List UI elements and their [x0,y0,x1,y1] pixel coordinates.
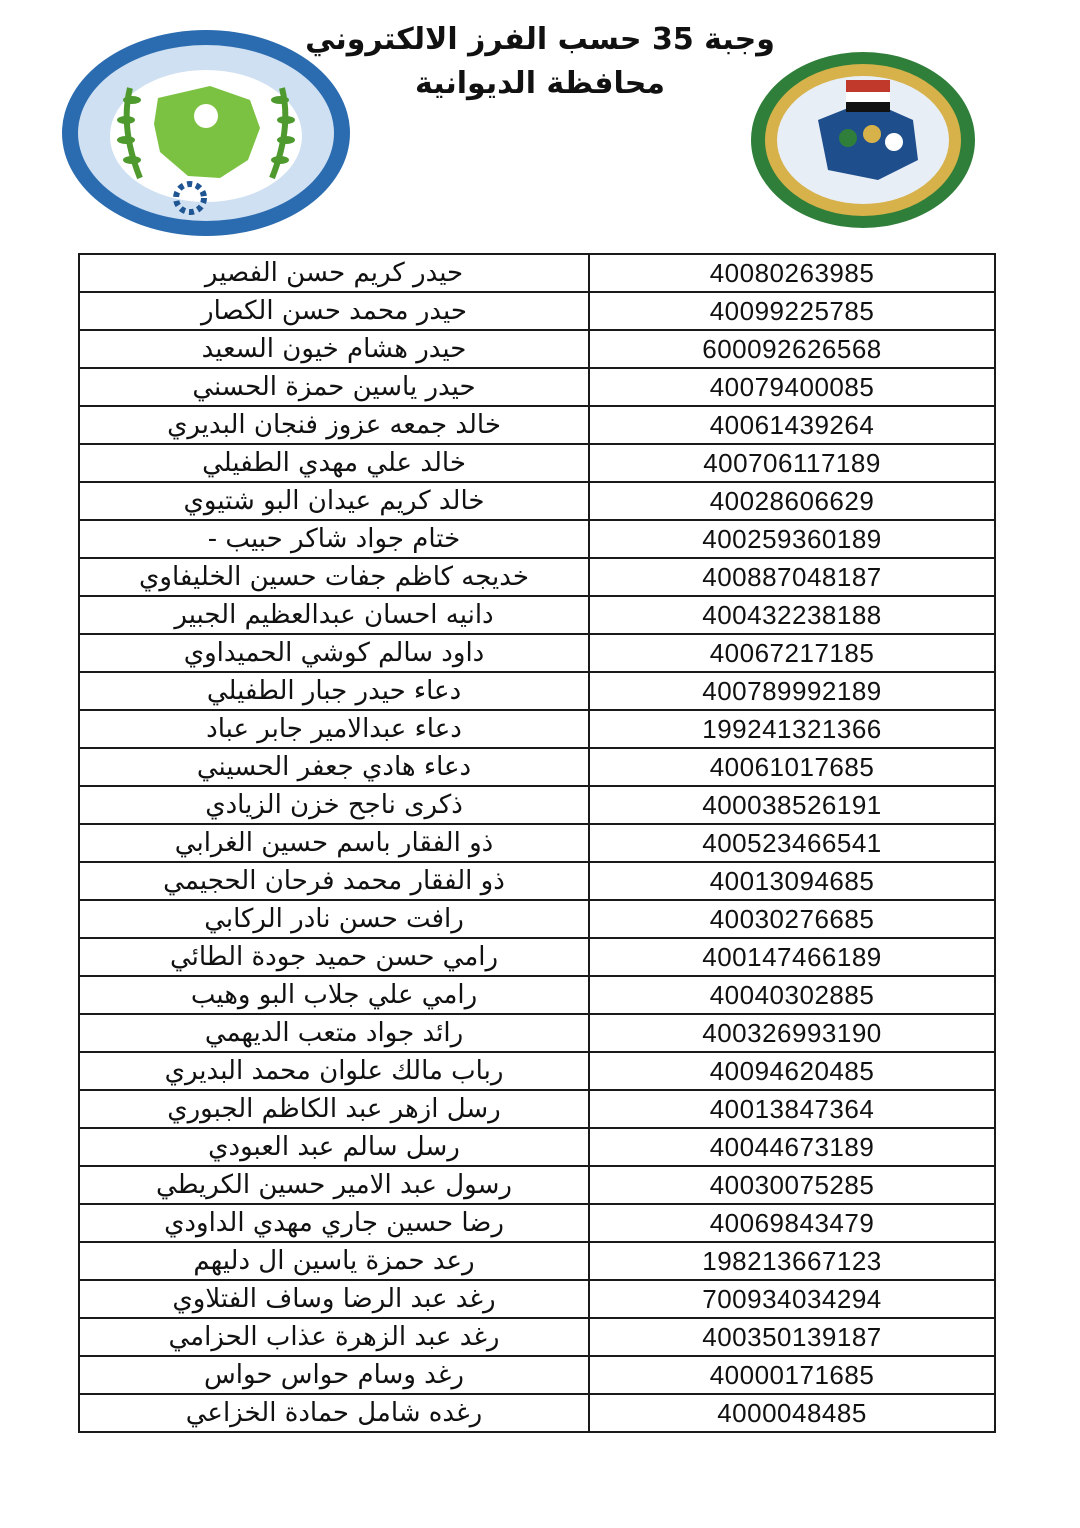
person-name-cell: ذو الفقار محمد فرحان الحجيمي [79,862,589,900]
id-number-cell: 400147466189 [589,938,995,976]
table-row [79,786,995,824]
id-number-cell: 40061017685 [589,748,995,786]
table-row [79,254,995,292]
table-row [79,672,995,710]
labor-vocational-training-logo-icon [60,28,352,238]
table-row [79,368,995,406]
table-row [79,330,995,368]
table-row [79,1052,995,1090]
id-number-cell: 40061439264 [589,406,995,444]
person-name-cell: دعاء هادي جعفر الحسيني [79,748,589,786]
table-row [79,976,995,1014]
id-number-cell: 400706117189 [589,444,995,482]
id-number-cell: 40067217185 [589,634,995,672]
id-number-cell: 400887048187 [589,558,995,596]
table-row [79,1090,995,1128]
table-row [79,862,995,900]
table-row [79,444,995,482]
person-name-cell: حيدر هشام خيون السعيد [79,330,589,368]
table-row [79,1242,995,1280]
table-row [79,710,995,748]
person-name-cell: ختام جواد شاكر حبيب - [79,520,589,558]
table-row [79,1356,995,1394]
person-name-cell: رسول عبد الامير حسين الكريطي [79,1166,589,1204]
person-name-cell: رائد جواد متعب الديهمي [79,1014,589,1052]
person-name-cell: حيدر ياسين حمزة الحسني [79,368,589,406]
id-number-cell: 40013094685 [589,862,995,900]
table-row [79,596,995,634]
person-name-cell: دانيه احسان عبدالعظيم الجبير [79,596,589,634]
table-row [79,938,995,976]
table-row [79,1014,995,1052]
person-name-cell: ذكرى ناجح خزن الزيادي [79,786,589,824]
person-name-cell: رعد حمزة ياسين ال دليهم [79,1242,589,1280]
person-name-cell: رسل سالم عبد العبودي [79,1128,589,1166]
id-number-cell: 400350139187 [589,1318,995,1356]
table-row [79,1166,995,1204]
page-title: وجبة 35 حسب الفرز الالكتروني [305,22,775,57]
person-name-cell: رغد عبد الزهرة عذاب الحزامي [79,1318,589,1356]
person-name-cell: رامي علي جلاب البو وهيب [79,976,589,1014]
person-name-cell: رباب مالك علوان محمد البديري [79,1052,589,1090]
table-row [79,520,995,558]
table-row [79,1394,995,1432]
person-name-cell: رامي حسن حميد جودة الطائي [79,938,589,976]
person-name-cell: خالد جمعه عزوز فنجان البديري [79,406,589,444]
names-table-body [79,254,995,1432]
id-number-cell: 40000171685 [589,1356,995,1394]
id-number-cell: 40079400085 [589,368,995,406]
table-row [79,482,995,520]
table-row [79,1204,995,1242]
id-number-cell: 40030276685 [589,900,995,938]
person-name-cell: رغد وسام حواس حواس [79,1356,589,1394]
id-number-cell: 40099225785 [589,292,995,330]
person-name-cell: حيدر كريم حسن الفصير [79,254,589,292]
person-name-cell: رسل ازهر عبد الكاظم الجبوري [79,1090,589,1128]
id-number-cell: 400789992189 [589,672,995,710]
person-name-cell: رغده شامل حمادة الخزاعي [79,1394,589,1432]
table-row [79,292,995,330]
person-name-cell: خالد كريم عيدان البو شتيوي [79,482,589,520]
id-number-cell: 400523466541 [589,824,995,862]
person-name-cell: دعاء حيدر جبار الطفيلي [79,672,589,710]
id-number-cell: 40030075285 [589,1166,995,1204]
id-number-cell: 700934034294 [589,1280,995,1318]
table-row [79,1128,995,1166]
person-name-cell: رغد عبد الرضا وساف الفتلاوي [79,1280,589,1318]
id-number-cell: 600092626568 [589,330,995,368]
id-number-cell: 199241321366 [589,710,995,748]
id-number-cell: 40094620485 [589,1052,995,1090]
id-number-cell: 4000048485 [589,1394,995,1432]
person-name-cell: رضا حسين جاري مهدي الداودي [79,1204,589,1242]
table-row [79,634,995,672]
person-name-cell: ذو الفقار باسم حسين الغرابي [79,824,589,862]
person-name-cell: داود سالم كوشي الحميداوي [79,634,589,672]
id-number-cell: 400259360189 [589,520,995,558]
person-name-cell: خالد علي مهدي الطفيلي [79,444,589,482]
page-subtitle: محافظة الديوانية [415,66,665,101]
id-number-cell: 198213667123 [589,1242,995,1280]
table-row [79,1280,995,1318]
person-name-cell: حيدر محمد حسن الكصار [79,292,589,330]
table-row [79,558,995,596]
id-number-cell: 40044673189 [589,1128,995,1166]
id-number-cell: 40080263985 [589,254,995,292]
id-number-cell: 40069843479 [589,1204,995,1242]
table-row [79,1318,995,1356]
table-row [79,824,995,862]
id-number-cell: 400326993190 [589,1014,995,1052]
names-table [78,253,996,1433]
person-name-cell: خديجه كاظم جفات حسين الخليفاوي [79,558,589,596]
id-number-cell: 400038526191 [589,786,995,824]
id-number-cell: 40028606629 [589,482,995,520]
page-header [0,0,1080,250]
ministry-labor-social-affairs-seal-icon [748,50,978,230]
id-number-cell: 40013847364 [589,1090,995,1128]
table-row [79,748,995,786]
table-row [79,406,995,444]
id-number-cell: 400432238188 [589,596,995,634]
table-row [79,900,995,938]
person-name-cell: رافت حسن نادر الركابي [79,900,589,938]
person-name-cell: دعاء عبدالامير جابر عباد [79,710,589,748]
id-number-cell: 40040302885 [589,976,995,1014]
